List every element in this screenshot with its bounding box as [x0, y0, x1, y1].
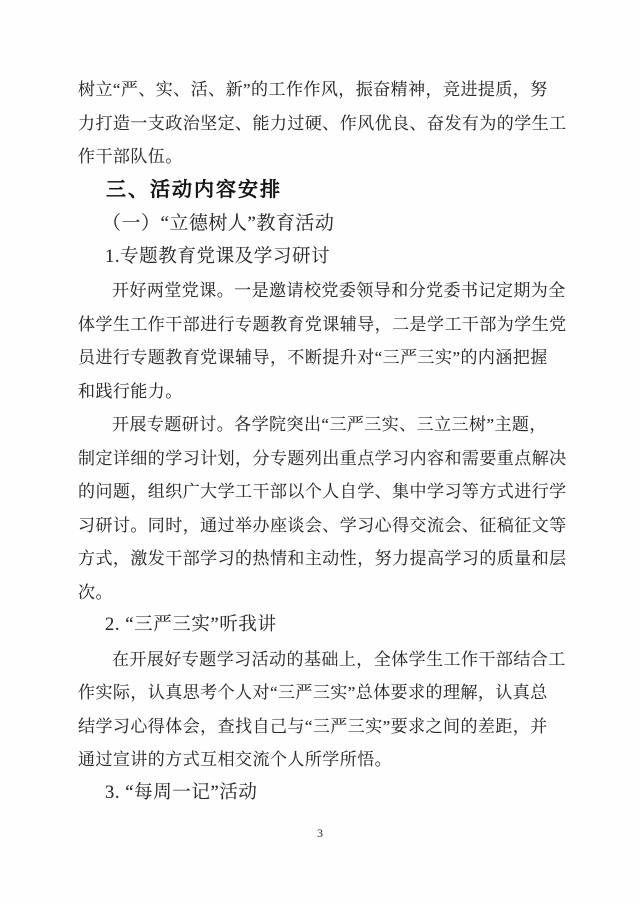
page-number: 3	[317, 826, 323, 840]
numbered-item-heading: 1.专题教育党课及学习研讨	[105, 246, 331, 267]
paragraph-line: 的问题，组织广大学工干部以个人自学、集中学习等方式进行学	[78, 482, 567, 501]
paragraph-last-line: 作干部队伍。	[78, 147, 183, 166]
subsection-heading: （一）“立德树人”教育活动	[102, 213, 335, 234]
paragraph-last-line: 次。	[78, 582, 113, 602]
paragraph-line: 方式，激发干部学习的热情和主动性，努力提高学习的质量和层	[78, 549, 567, 568]
paragraph-last-line: 通过宣讲的方式互相交流个人所学所悟。	[78, 750, 393, 769]
paragraph-line: 习研讨。同时，通过举办座谈会、学习心得交流会、征稿征文等	[78, 515, 567, 535]
paragraph-line: 制定详细的学习计划，分专题列出重点学习内容和需要重点解决	[78, 448, 567, 468]
paragraph-last-line: 和践行能力。	[78, 381, 183, 401]
numbered-item-heading: 2. “三严三实”听我讲	[105, 615, 277, 635]
paragraph-first-line: 开展专题研讨。各学院突出“三严三实、三立三树”主题，	[112, 415, 547, 434]
section-heading: 三、活动内容安排	[106, 178, 282, 201]
paragraph-line: 树立“严、实、活、新”的工作作风，振奋精神，竞进提质，努	[78, 80, 548, 99]
paragraph-first-line: 开好两堂党课。一是邀请校党委领导和分党委书记定期为全	[112, 281, 566, 300]
paragraph-line: 力打造一支政治坚定、能力过硬、作风优良、奋发有为的学生工	[78, 113, 567, 133]
paragraph-line: 作实际，认真思考个人对“三严三实”总体要求的理解，认真总	[78, 683, 548, 702]
numbered-item-heading: 3. “每周一记”活动	[105, 782, 258, 803]
paragraph-line: 结学习心得体会，查找自己与“三严三实”要求之间的差距，并	[78, 716, 548, 736]
paragraph-line: 体学生工作干部进行专题教育党课辅导，二是学工干部为学生党	[78, 314, 567, 334]
page-footer	[0, 826, 640, 840]
paragraph-line: 员进行专题教育党课辅导，不断提升对“三严三实”的内涵把握	[78, 348, 548, 367]
paragraph-first-line: 在开展好专题学习活动的基础上，全体学生工作干部结合工	[112, 649, 566, 669]
